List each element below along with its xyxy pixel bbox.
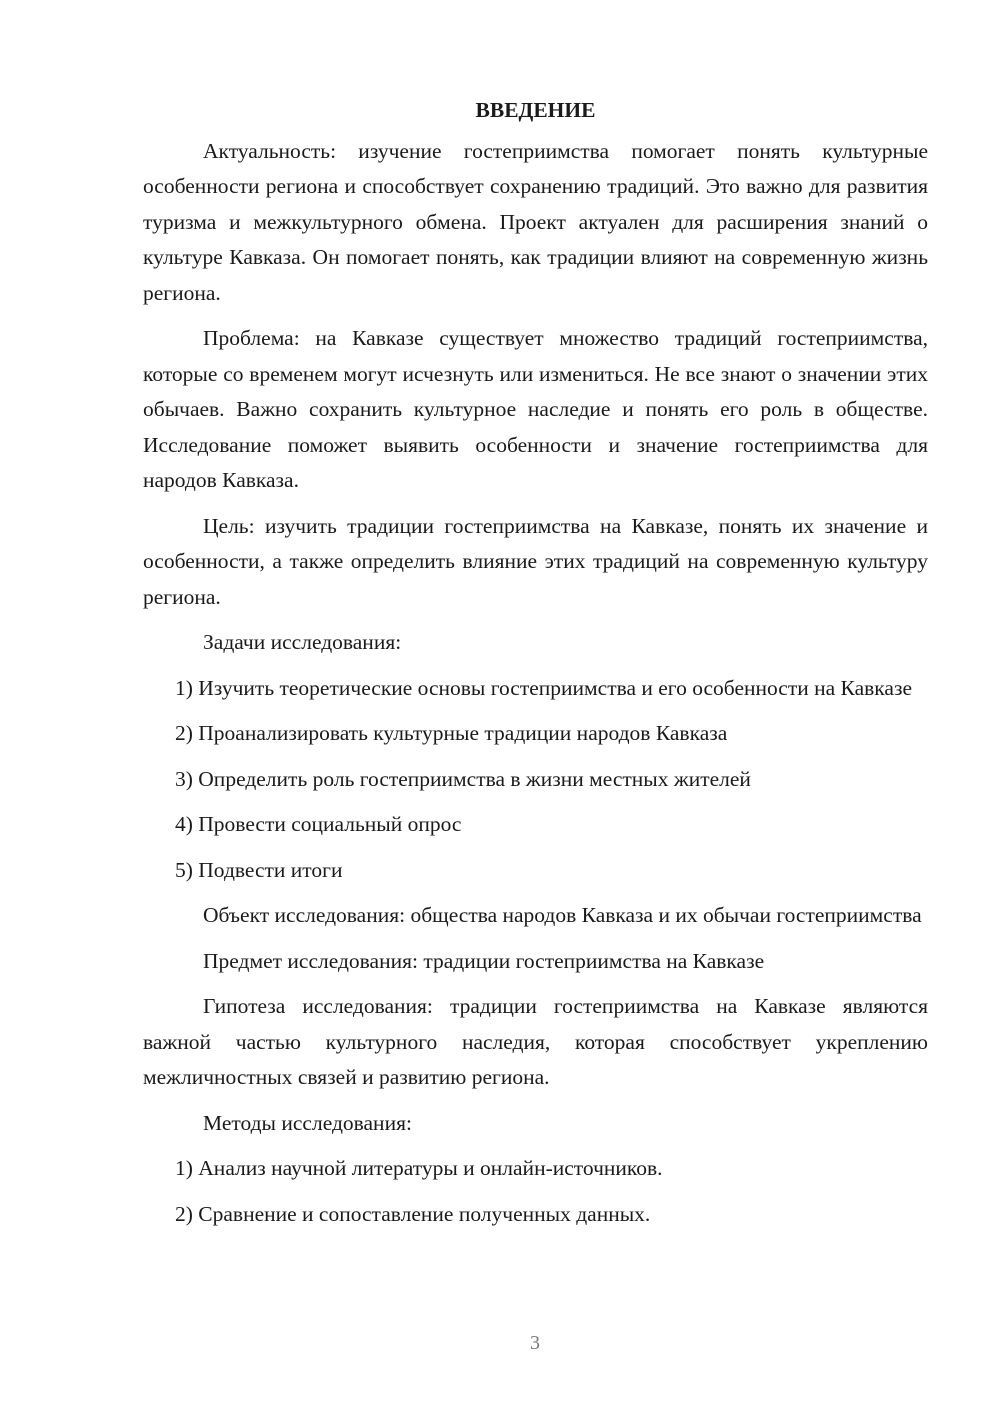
tasks-heading: Задачи исследования: [203, 630, 402, 654]
problem-paragraph: Проблема: на Кавказе существует множество традиций гостеприимства, которые со временем могут исчезнуть или измениться. Не все знают о значении этих обычаев. Важно сохранить культурное наследие и понять его роль в обществе. Исследование поможет выявить особенности и значение гостеприимства для народов Кавказа. [143, 326, 928, 492]
goal-paragraph: Цель: изучить традиции гостеприимства на Кавказе, понять их значение и особенности, а также определить влияние этих традиций на современную культуру региона. [143, 513, 928, 609]
task-item: 2) Проанализировать культурные традиции народов Кавказа [175, 721, 728, 745]
methods-heading: Методы исследования: [203, 1110, 412, 1135]
section-title: ВВЕДЕНИЕ [475, 98, 596, 122]
subject-paragraph: Предмет исследования: традиции гостеприимства на Кавказе [203, 948, 765, 973]
task-item: 1) Изучить теоретические основы гостеприимства и его особенности на Кавказе [175, 675, 912, 700]
task-item: 3) Определить роль гостеприимства в жизни местных жителей [175, 766, 751, 791]
object-paragraph: Объект исследования: общества народов Кавказа и их обычаи гостеприимства [203, 903, 922, 927]
method-item: 1) Анализ научной литературы и онлайн-источников. [175, 1156, 663, 1180]
relevance-paragraph: Актуальность: изучение гостеприимства помогает понять культурные особенности региона и способствует сохранению традиций. Это важно для развития туризма и межкультурного обмена. Проект актуален для расширения знаний о культуре Кавказа. Он помогает понять, как традиции влияют на современную жизнь региона. [143, 138, 928, 305]
task-item: 5) Подвести итоги [175, 857, 343, 882]
method-item: 2) Сравнение и сопоставление полученных данных. [175, 1201, 651, 1226]
task-item: 4) Провести социальный опрос [175, 812, 462, 836]
text-column [143, 93, 928, 1242]
page-number: 3 [530, 1332, 540, 1354]
hypothesis-paragraph: Гипотеза исследования: традиции гостеприимства на Кавказе являются важной частью культурного наследия, которая способствует укреплению межличностных связей и развитию региона. [143, 994, 928, 1089]
